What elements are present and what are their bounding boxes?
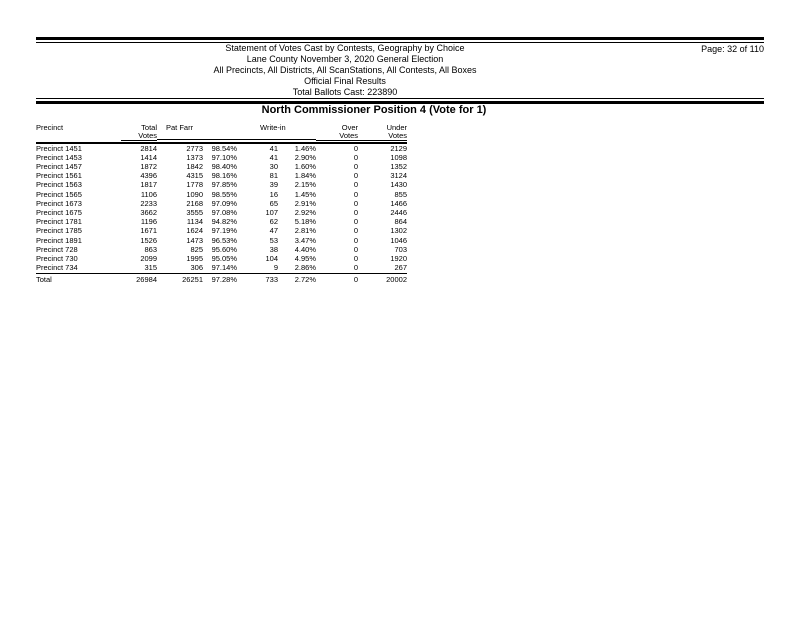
cell-total-votes: 2233	[140, 198, 157, 208]
cell-write-in-pct: 2.72%	[294, 274, 316, 284]
table-row	[36, 254, 407, 263]
cell-candidate-pct: 97.10%	[211, 152, 237, 162]
cell-precinct: Precinct 1453	[36, 152, 82, 162]
cell-write-in-votes: 81	[269, 171, 278, 181]
page-number: Page: 32 of 110	[701, 44, 764, 54]
cell-over-votes: 0	[353, 198, 358, 208]
cell-over-votes: 0	[353, 161, 358, 171]
cell-precinct: Precinct 1451	[36, 143, 82, 153]
cell-precinct: Precinct 730	[36, 253, 78, 263]
cell-total-votes: 2814	[140, 143, 157, 153]
cell-candidate-votes: 1134	[186, 217, 203, 227]
col-header-under-votes: Under Votes	[358, 124, 407, 141]
cell-precinct: Precinct 1673	[36, 198, 82, 208]
cell-write-in-votes: 47	[269, 226, 278, 236]
cell-candidate-votes: 3555	[186, 207, 203, 217]
cell-precinct: Precinct 1675	[36, 207, 82, 217]
cell-write-in-pct: 1.46%	[294, 143, 316, 153]
cell-write-in-pct: 4.95%	[294, 253, 316, 263]
cell-write-in-pct: 2.15%	[294, 180, 316, 190]
cell-total-label: Total	[36, 274, 52, 284]
cell-total-votes: 2099	[140, 253, 157, 263]
cell-over-votes: 0	[353, 180, 358, 190]
cell-write-in-pct: 2.91%	[294, 198, 316, 208]
cell-under-votes: 267	[394, 263, 407, 273]
cell-candidate-votes: 1373	[186, 152, 203, 162]
cell-precinct: Precinct 1565	[36, 189, 82, 199]
cell-candidate-pct: 97.14%	[211, 263, 237, 273]
contest-title: North Commissioner Position 4 (Vote for 1)	[261, 104, 487, 116]
cell-under-votes: 1098	[390, 152, 407, 162]
cell-candidate-pct: 96.53%	[211, 235, 237, 245]
total-ballots-line: Total Ballots Cast: 223890	[292, 87, 398, 97]
cell-total-votes: 4396	[140, 171, 157, 181]
table-row	[36, 226, 407, 235]
cell-total-votes: 863	[144, 244, 157, 254]
col-header-precinct: Precinct	[36, 123, 64, 132]
col-header-over-votes: Over Votes	[316, 124, 358, 141]
table-row	[36, 190, 407, 199]
cell-candidate-votes: 2773	[186, 143, 203, 153]
cell-candidate-votes: 1473	[186, 235, 203, 245]
cell-precinct: Precinct 1457	[36, 161, 82, 171]
cell-precinct: Precinct 734	[36, 263, 78, 273]
cell-write-in-votes: 9	[273, 263, 278, 273]
cell-candidate-pct: 97.08%	[211, 207, 237, 217]
cell-total-votes: 1414	[140, 152, 157, 162]
table-body	[36, 144, 407, 273]
cell-candidate-votes: 825	[190, 244, 203, 254]
cell-over-votes: 0	[353, 189, 358, 199]
cell-total-votes: 1106	[140, 189, 157, 199]
cell-total-votes: 1196	[140, 217, 157, 227]
cell-total-votes: 315	[144, 263, 157, 273]
table-row	[36, 236, 407, 245]
cell-candidate-pct: 95.05%	[211, 253, 237, 263]
table-header-row	[36, 124, 407, 141]
cell-write-in-pct: 2.81%	[294, 226, 316, 236]
cell-under-votes: 1046	[390, 235, 407, 245]
cell-total-votes: 1526	[140, 235, 157, 245]
cell-under-votes: 1302	[390, 226, 407, 236]
cell-candidate-pct: 94.82%	[211, 217, 237, 227]
cell-candidate-pct: 97.28%	[211, 274, 237, 284]
cell-candidate-pct: 98.55%	[211, 189, 237, 199]
report-title-line: Statement of Votes Cast by Contests, Geography by Choice	[225, 43, 465, 53]
mid-rule-thin	[36, 98, 764, 99]
cell-under-votes: 1430	[390, 180, 407, 190]
cell-write-in-votes: 41	[269, 152, 278, 162]
cell-over-votes: 0	[353, 244, 358, 254]
cell-under-votes: 2446	[390, 207, 407, 217]
cell-precinct: Precinct 728	[36, 244, 78, 254]
table-row	[36, 217, 407, 226]
cell-write-in-pct: 5.18%	[294, 217, 316, 227]
cell-write-in-pct: 2.92%	[294, 207, 316, 217]
cell-over-votes: 0	[353, 152, 358, 162]
cell-candidate-pct: 97.09%	[211, 198, 237, 208]
col-header-total-votes: Total Votes	[121, 124, 157, 141]
table-row	[36, 199, 407, 208]
results-table	[36, 124, 407, 284]
total-row	[36, 273, 407, 284]
cell-candidate-pct: 95.60%	[211, 244, 237, 254]
cell-under-votes: 2129	[390, 143, 407, 153]
table-row	[36, 180, 407, 189]
col-header-write-in: Write-in	[237, 124, 316, 140]
cell-candidate-votes: 1624	[186, 226, 203, 236]
col-header-candidate: Pat Farr	[157, 124, 237, 140]
cell-candidate-votes: 1995	[186, 253, 203, 263]
cell-write-in-pct: 4.40%	[294, 244, 316, 254]
cell-candidate-votes: 26251	[182, 274, 203, 284]
report-header	[36, 43, 654, 98]
cell-write-in-votes: 53	[269, 235, 278, 245]
cell-write-in-pct: 1.84%	[294, 171, 316, 181]
cell-candidate-votes: 1842	[186, 161, 203, 171]
cell-write-in-votes: 38	[269, 244, 278, 254]
cell-under-votes: 20002	[386, 274, 407, 284]
table-row	[36, 162, 407, 171]
cell-over-votes: 0	[353, 253, 358, 263]
cell-candidate-pct: 97.19%	[211, 226, 237, 236]
cell-under-votes: 1466	[390, 198, 407, 208]
cell-candidate-votes: 4315	[186, 171, 203, 181]
cell-precinct: Precinct 1563	[36, 180, 82, 190]
cell-write-in-votes: 30	[269, 161, 278, 171]
cell-under-votes: 1920	[390, 253, 407, 263]
cell-write-in-votes: 65	[269, 198, 278, 208]
results-status-line: Official Final Results	[304, 76, 386, 86]
cell-write-in-votes: 733	[265, 274, 278, 284]
cell-candidate-votes: 306	[190, 263, 203, 273]
cell-candidate-pct: 98.54%	[211, 143, 237, 153]
cell-over-votes: 0	[353, 143, 358, 153]
cell-write-in-votes: 107	[265, 207, 278, 217]
cell-total-votes: 26984	[136, 274, 157, 284]
table-row	[36, 153, 407, 162]
cell-total-votes: 1671	[140, 226, 157, 236]
cell-precinct: Precinct 1781	[36, 217, 82, 227]
cell-write-in-votes: 16	[269, 189, 278, 199]
top-rule-thick	[36, 37, 764, 40]
cell-over-votes: 0	[353, 171, 358, 181]
cell-candidate-votes: 1090	[186, 189, 203, 199]
cell-candidate-votes: 1778	[186, 180, 203, 190]
cell-over-votes: 0	[353, 207, 358, 217]
table-row	[36, 171, 407, 180]
cell-write-in-votes: 62	[269, 217, 278, 227]
cell-under-votes: 855	[394, 189, 407, 199]
cell-write-in-pct: 2.86%	[294, 263, 316, 273]
cell-write-in-pct: 1.45%	[294, 189, 316, 199]
cell-write-in-votes: 104	[265, 253, 278, 263]
scope-line: All Precincts, All Districts, All ScanStations, All Contests, All Boxes	[213, 65, 477, 75]
table-row	[36, 263, 407, 272]
cell-precinct: Precinct 1561	[36, 171, 82, 181]
election-name-line: Lane County November 3, 2020 General Election	[246, 54, 444, 64]
cell-write-in-pct: 2.90%	[294, 152, 316, 162]
cell-precinct: Precinct 1785	[36, 226, 82, 236]
cell-candidate-pct: 97.85%	[211, 180, 237, 190]
cell-write-in-pct: 1.60%	[294, 161, 316, 171]
table-row	[36, 144, 407, 153]
table-row	[36, 245, 407, 254]
cell-under-votes: 864	[394, 217, 407, 227]
cell-candidate-pct: 98.16%	[211, 171, 237, 181]
cell-over-votes: 0	[353, 263, 358, 273]
cell-under-votes: 703	[394, 244, 407, 254]
cell-write-in-votes: 41	[269, 143, 278, 153]
cell-under-votes: 3124	[390, 171, 407, 181]
cell-over-votes: 0	[353, 274, 358, 284]
cell-over-votes: 0	[353, 226, 358, 236]
cell-candidate-pct: 98.40%	[211, 161, 237, 171]
cell-over-votes: 0	[353, 217, 358, 227]
cell-write-in-pct: 3.47%	[294, 235, 316, 245]
cell-under-votes: 1352	[390, 161, 407, 171]
cell-over-votes: 0	[353, 235, 358, 245]
table-row	[36, 208, 407, 217]
cell-precinct: Precinct 1891	[36, 235, 82, 245]
cell-candidate-votes: 2168	[186, 198, 203, 208]
cell-total-votes: 3662	[140, 207, 157, 217]
cell-total-votes: 1872	[140, 161, 157, 171]
cell-total-votes: 1817	[140, 180, 157, 190]
cell-write-in-votes: 39	[269, 180, 278, 190]
